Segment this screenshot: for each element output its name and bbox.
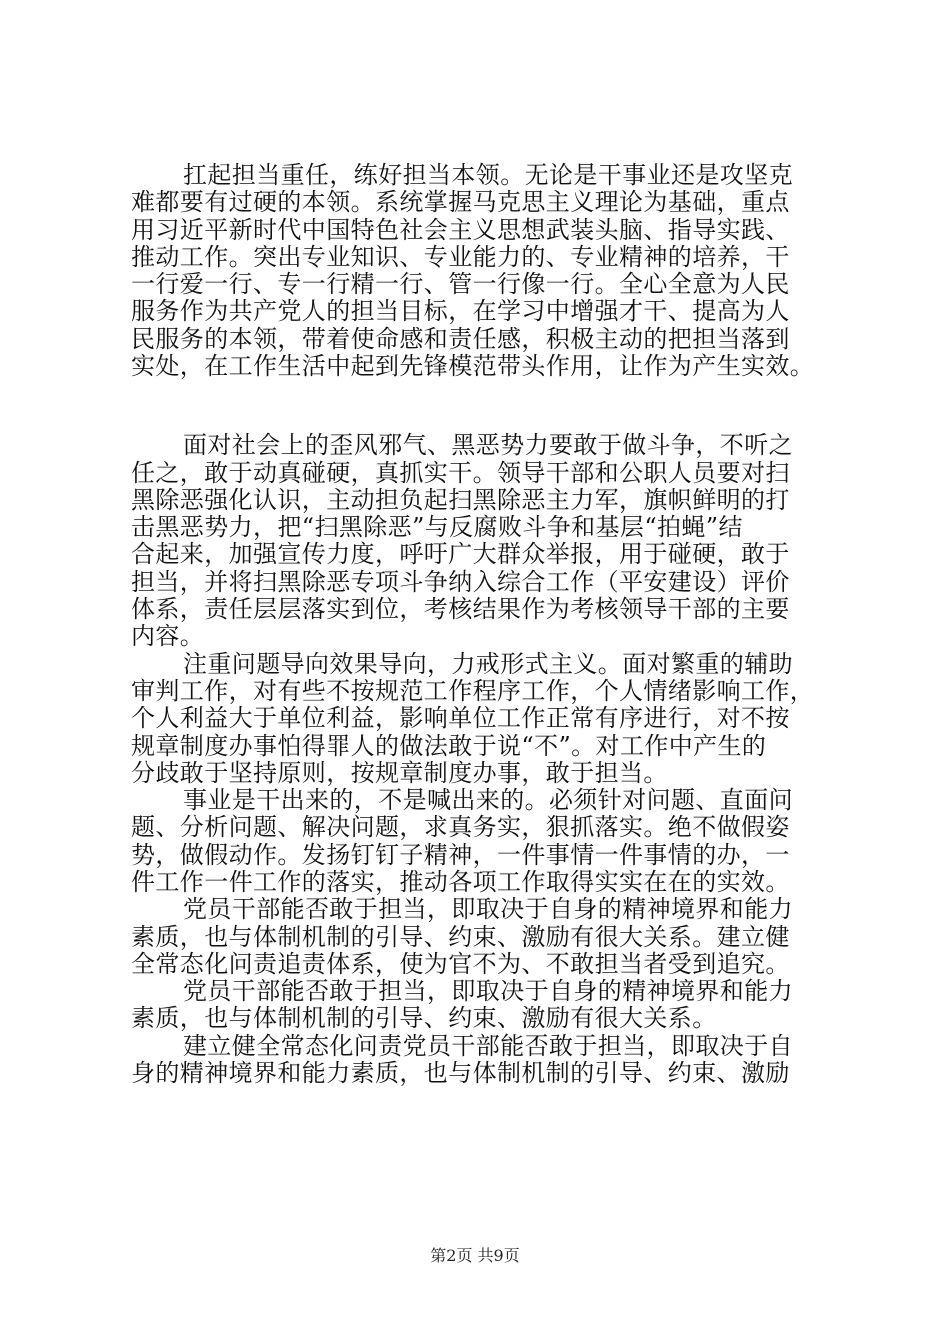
text-line: 体系，责任层层落实到位，考核结果作为考核领导干部的主要 [131, 595, 790, 623]
text-line: 合起来，加强宣传力度，呼吁广大群众举报，用于碰硬，敢于 [131, 540, 790, 568]
text-line: 个人利益大于单位利益，影响单位工作正常有序进行，对不按 [131, 704, 790, 732]
text-line: 面对社会上的歪风邪气、黑恶势力要敢于做斗争，不听之 [183, 431, 793, 459]
text-line: 用习近平新时代中国特色社会主义思想武装头脑、指导实践、 [131, 216, 790, 244]
text-line: 势，做假动作。发扬钉钉子精神，一件事情一件事情的办，一 [131, 841, 790, 869]
text-line: 全常态化问责追责体系，使为官不为、不敢担当者受到追究。 [131, 950, 790, 978]
text-line: 任之，敢于动真碰硬，真抓实干。领导干部和公职人员要对扫 [131, 459, 790, 487]
text-line: 黑除恶强化认识，主动担负起扫黑除恶主力军，旗帜鲜明的打 [131, 486, 790, 514]
text-line: 身的精神境界和能力素质，也与体制机制的引导、约束、激励 [131, 1059, 790, 1087]
text-line: 扛起担当重任，练好担当本领。无论是干事业还是攻坚克 [183, 161, 793, 189]
text-line: 素质，也与体制机制的引导、约束、激励有很大关系。 [131, 1004, 717, 1032]
text-line: 担当，并将扫黑除恶专项斗争纳入综合工作（平安建设）评价 [131, 568, 790, 596]
page-number: 第2页 共9页 [430, 1246, 520, 1265]
text-line: 事业是干出来的，不是喊出来的。必须针对问题、直面问 [183, 786, 793, 814]
text-line: 推动工作。突出专业知识、专业能力的、专业精神的培养，干 [131, 243, 790, 271]
text-line: 一行爱一行、专一行精一行、管一行像一行。全心全意为人民 [131, 270, 790, 298]
text-line: 题、分析问题、解决问题，求真务实，狠抓落实。绝不做假姿 [131, 813, 790, 841]
text-line: 实处，在工作生活中起到先锋模范带头作用，让作为产生实效。 [131, 352, 815, 380]
text-line: 党员干部能否敢于担当，即取决于自身的精神境界和能力 [183, 895, 793, 923]
text-line: 内容。 [131, 622, 205, 650]
text-line: 素质，也与体制机制的引导、约束、激励有很大关系。建立健 [131, 923, 790, 951]
text-line: 件工作一件工作的落实，推动各项工作取得实实在在的实效。 [131, 868, 790, 896]
text-line: 党员干部能否敢于担当，即取决于自身的精神境界和能力 [183, 977, 793, 1005]
text-line: 分歧敢于坚持原则，按规章制度办事，敢于担当。 [131, 759, 668, 787]
text-line: 建立健全常态化问责党员干部能否敢于担当，即取决于自 [183, 1032, 793, 1060]
text-line: 服务作为共产党人的担当目标，在学习中增强才干、提高为人 [131, 297, 790, 325]
text-line: 击黑恶势力，把“扫黑除恶”与反腐败斗争和基层“拍蝇”结 [131, 513, 743, 541]
text-line: 注重问题导向效果导向，力戒形式主义。面对繁重的辅助 [183, 650, 793, 678]
text-line: 民服务的本领，带着使命感和责任感，积极主动的把担当落到 [131, 325, 790, 353]
text-line: 难都要有过硬的本领。系统掌握马克思主义理论为基础，重点 [131, 188, 790, 216]
text-line: 审判工作，对有些不按规范工作程序工作，个人情绪影响工作， [131, 677, 815, 705]
text-line: 规章制度办事怕得罪人的做法敢于说“不”。对工作中产生的 [131, 732, 767, 760]
